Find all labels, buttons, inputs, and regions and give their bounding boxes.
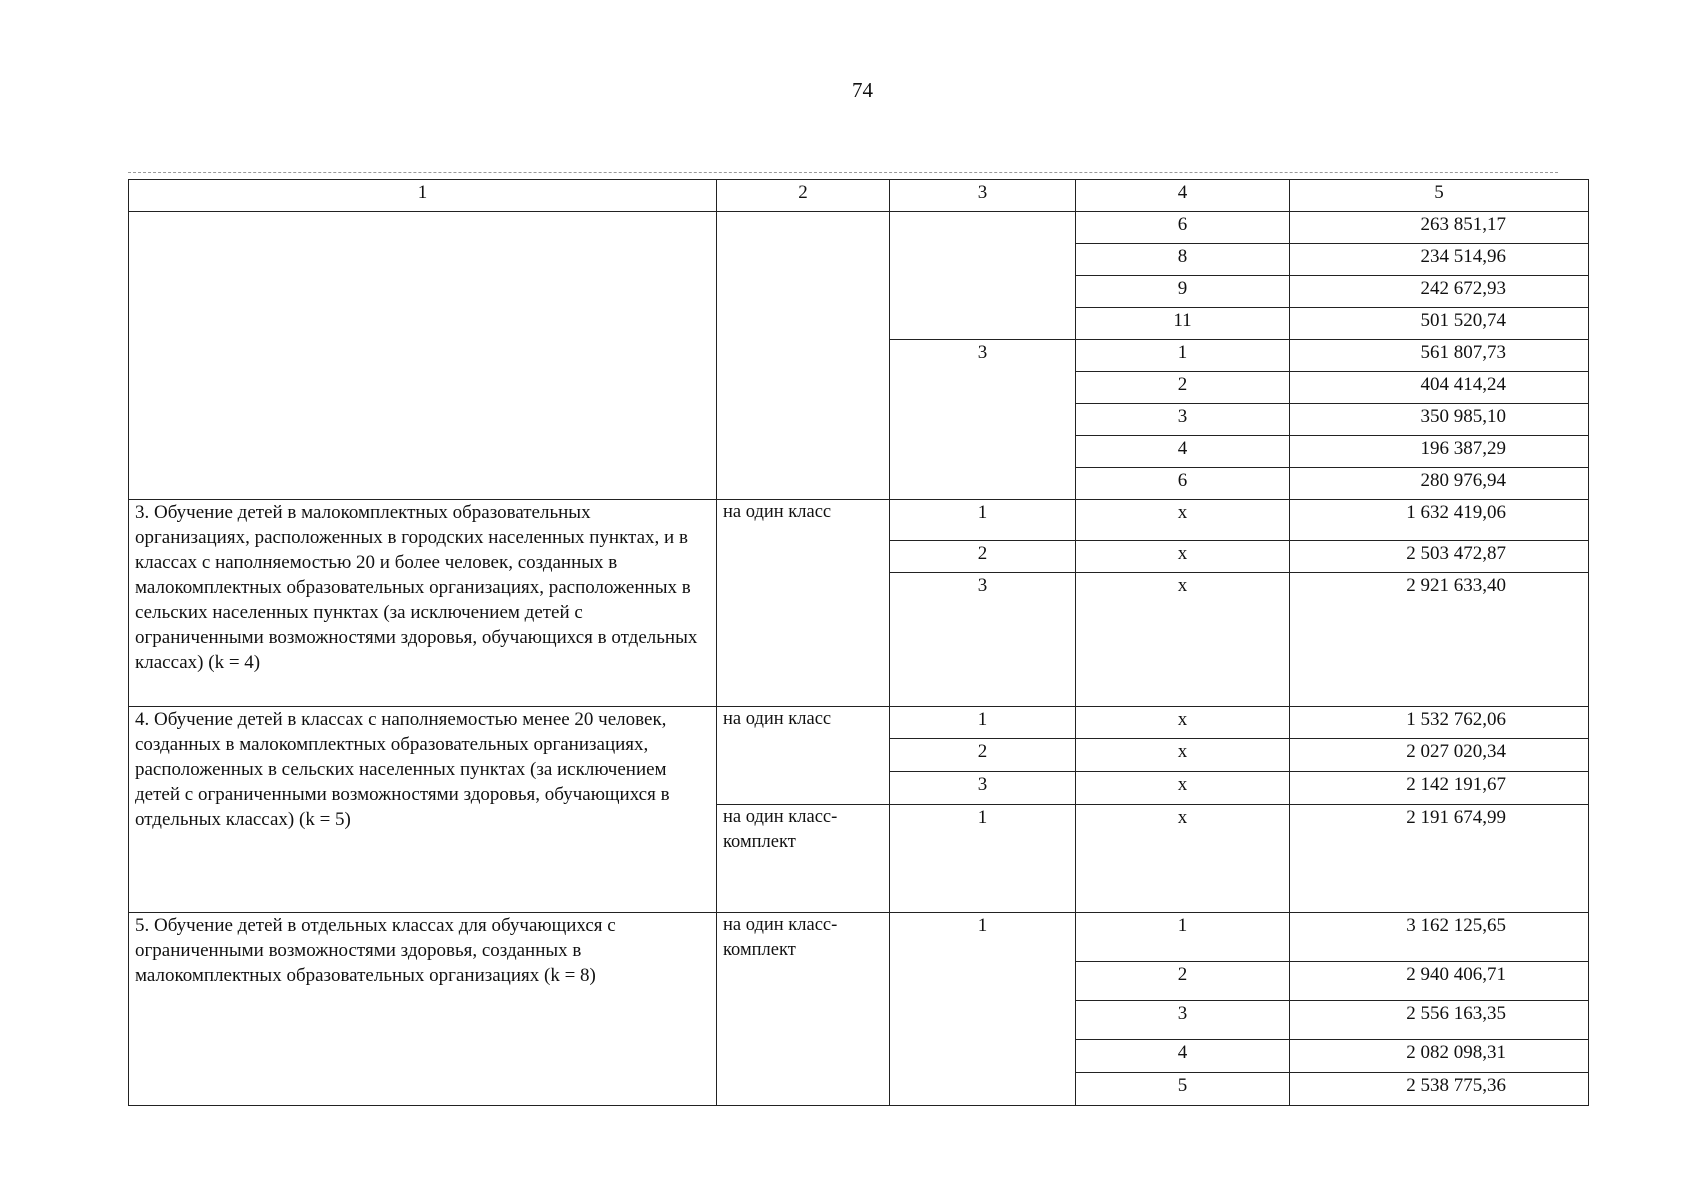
table-cell: 2: [890, 739, 1076, 772]
table-cell: х: [1076, 500, 1290, 541]
table-cell: 2: [1076, 962, 1290, 1001]
table-cell: 3: [890, 573, 1076, 707]
table-cell: 5: [1076, 1073, 1290, 1106]
table-cell: 3: [1076, 1001, 1290, 1040]
table-cell: 8: [1076, 244, 1290, 276]
table-cell: 2 142 191,67: [1290, 772, 1589, 805]
normatives-table: [128, 179, 1589, 1106]
table-cell: 4: [1076, 1040, 1290, 1073]
header-col-3: 3: [890, 180, 1076, 212]
section-4-unit-class-set: на один класс-комплект: [717, 805, 890, 913]
table-row: [129, 707, 1589, 739]
section-3-unit: на один класс: [717, 500, 890, 707]
table-cell: х: [1076, 707, 1290, 739]
table-cell: 561 807,73: [1290, 340, 1589, 372]
table-cell: 1: [1076, 340, 1290, 372]
table-cell: х: [1076, 772, 1290, 805]
table-cell: 2 082 098,31: [1290, 1040, 1589, 1073]
table-row: [129, 500, 1589, 541]
section-4-unit-class: на один класс: [717, 707, 890, 805]
table-cell: 2: [890, 541, 1076, 573]
table-cell: 3: [890, 340, 1076, 500]
header-col-1: 1: [129, 180, 717, 212]
table-cell: х: [1076, 541, 1290, 573]
table-cell: 1: [890, 500, 1076, 541]
table-cell: 2 503 472,87: [1290, 541, 1589, 573]
table-cell: 2 921 633,40: [1290, 573, 1589, 707]
continued-description-cell: [129, 212, 717, 500]
table-cell: 2 027 020,34: [1290, 739, 1589, 772]
table-cell: 350 985,10: [1290, 404, 1589, 436]
table-cell: 3 162 125,65: [1290, 913, 1589, 962]
header-row: [129, 180, 1589, 212]
table-cell: 2 940 406,71: [1290, 962, 1589, 1001]
table-cell: х: [1076, 805, 1290, 913]
table-cell: 6: [1076, 212, 1290, 244]
table-row: [129, 212, 1589, 244]
header-col-4: 4: [1076, 180, 1290, 212]
continued-col3-cell: [890, 212, 1076, 340]
table-cell: 2: [1076, 372, 1290, 404]
table-cell: 1 632 419,06: [1290, 500, 1589, 541]
table-cell: 3: [890, 772, 1076, 805]
top-divider: [128, 172, 1558, 173]
table-cell: 501 520,74: [1290, 308, 1589, 340]
header-col-2: 2: [717, 180, 890, 212]
table-cell: 1: [1076, 913, 1290, 962]
table-cell: 1 532 762,06: [1290, 707, 1589, 739]
table-cell: 242 672,93: [1290, 276, 1589, 308]
table-cell: х: [1076, 573, 1290, 707]
table-cell: 404 414,24: [1290, 372, 1589, 404]
table-cell: 6: [1076, 468, 1290, 500]
header-col-5: 5: [1290, 180, 1589, 212]
continued-unit-cell: [717, 212, 890, 500]
table-cell: 9: [1076, 276, 1290, 308]
section-5-unit: на один класс-комплект: [717, 913, 890, 1106]
table-cell: 1: [890, 805, 1076, 913]
table-cell: 280 976,94: [1290, 468, 1589, 500]
table-cell: 11: [1076, 308, 1290, 340]
table-cell: 196 387,29: [1290, 436, 1589, 468]
table-cell: 4: [1076, 436, 1290, 468]
section-4-description: 4. Обучение детей в классах с наполняемостью менее 20 человек, созданных в малокомплектных образовательных организациях, расположенных в сельских населенных пунктах (за исключением детей с ограниченными возможностями здоровья, обучающихся в отдельных классах) (k = 5): [129, 707, 717, 913]
table-cell: 1: [890, 707, 1076, 739]
page-number: 74: [852, 78, 873, 102]
table-cell: 3: [1076, 404, 1290, 436]
table-cell: 2 538 775,36: [1290, 1073, 1589, 1106]
section-3-description: 3. Обучение детей в малокомплектных образовательных организациях, расположенных в городских населенных пунктах, и в классах с наполняемостью 20 и более человек, созданных в малокомплектных образовательных организациях, расположенных в сельских населенных пунктах (за исключением детей с ограниченными возможностями здоровья, обучающихся в отдельных классах) (k = 4): [129, 500, 717, 707]
table-cell: 234 514,96: [1290, 244, 1589, 276]
table-cell: 2 191 674,99: [1290, 805, 1589, 913]
table-cell: 263 851,17: [1290, 212, 1589, 244]
table-row: [129, 913, 1589, 962]
table-cell: 2 556 163,35: [1290, 1001, 1589, 1040]
table-cell: 1: [890, 913, 1076, 1106]
section-5-description: 5. Обучение детей в отдельных классах для обучающихся с ограниченными возможностями здоровья, созданных в малокомплектных образовательных организациях (k = 8): [129, 913, 717, 1106]
table-cell: х: [1076, 739, 1290, 772]
